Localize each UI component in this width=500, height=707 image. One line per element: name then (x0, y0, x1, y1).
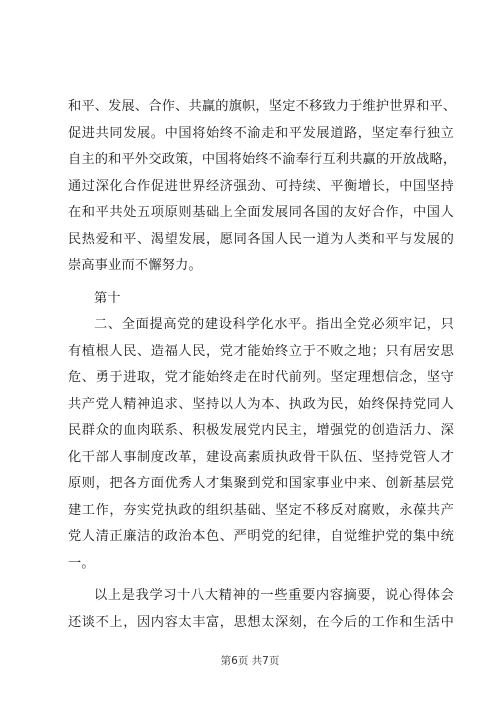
text-line: 党人清正廉洁的政治本色、严明党的纪律，自觉维护党的集中统 (68, 529, 454, 544)
text-line: 二、全面提高党的建设科学化水平。指出全党必须牢记，只 (94, 317, 454, 332)
text-line: 崇高事业而不懈努力。 (68, 258, 202, 273)
document-body (68, 94, 457, 636)
text-line: 和平、发展、合作、共赢的旗帜，坚定不移致力于维护世界和平、 (68, 99, 457, 114)
text-line: 促进共同发展。中国将始终不渝走和平发展道路，坚定奉行独立 (68, 125, 454, 141)
section-heading: 第十 (94, 290, 121, 306)
text-line: 一。 (68, 555, 95, 571)
text-line: 建工作，夯实党执政的组织基础、坚定不移反对腐败，永葆共产 (68, 502, 454, 518)
text-line: 民热爱和平、渴望发展，愿同各国人民一道为人类和平与发展的 (68, 231, 454, 247)
text-line: 化干部人事制度改革，建设高素质执政骨干队伍、坚持党管人才 (68, 449, 454, 465)
text-line: 原则，把各方面优秀人才集聚到党和国家事业中来、创新基层党 (68, 476, 454, 491)
text-line: 共产党人精神追求、坚持以人为本、执政为民，始终保持党同人 (68, 396, 454, 412)
paragraph-1 (68, 94, 457, 280)
text-line: 危、勇于进取，党才能始终走在时代前列。坚定理想信念，坚守 (68, 370, 454, 385)
page-number-footer: 第6页 共7页 (220, 655, 280, 667)
text-line: 在和平共处五项原则基础上全面发展同各国的友好合作，中国人 (68, 205, 454, 220)
text-line: 还谈不上，因内容太丰富，思想太深刻，在今后的工作和生活中 (68, 614, 454, 630)
text-line: 自主的和平外交政策，中国将始终不渝奉行互利共赢的开放战略， (68, 152, 457, 167)
text-line: 以上是我学习十八大精神的一些重要内容摘要，说心得体会 (94, 588, 454, 603)
paragraph-2 (68, 312, 454, 577)
text-line: 有植根人民、造福人民，党才能始终立于不败之地；只有居安思 (68, 343, 454, 359)
paragraph-3 (68, 583, 454, 636)
text-line: 通过深化合作促进世界经济强劲、可持续、平衡增长，中国坚持 (68, 178, 454, 194)
text-line: 民群众的血肉联系、积极发展党内民主，增强党的创造活力、深 (68, 423, 454, 438)
